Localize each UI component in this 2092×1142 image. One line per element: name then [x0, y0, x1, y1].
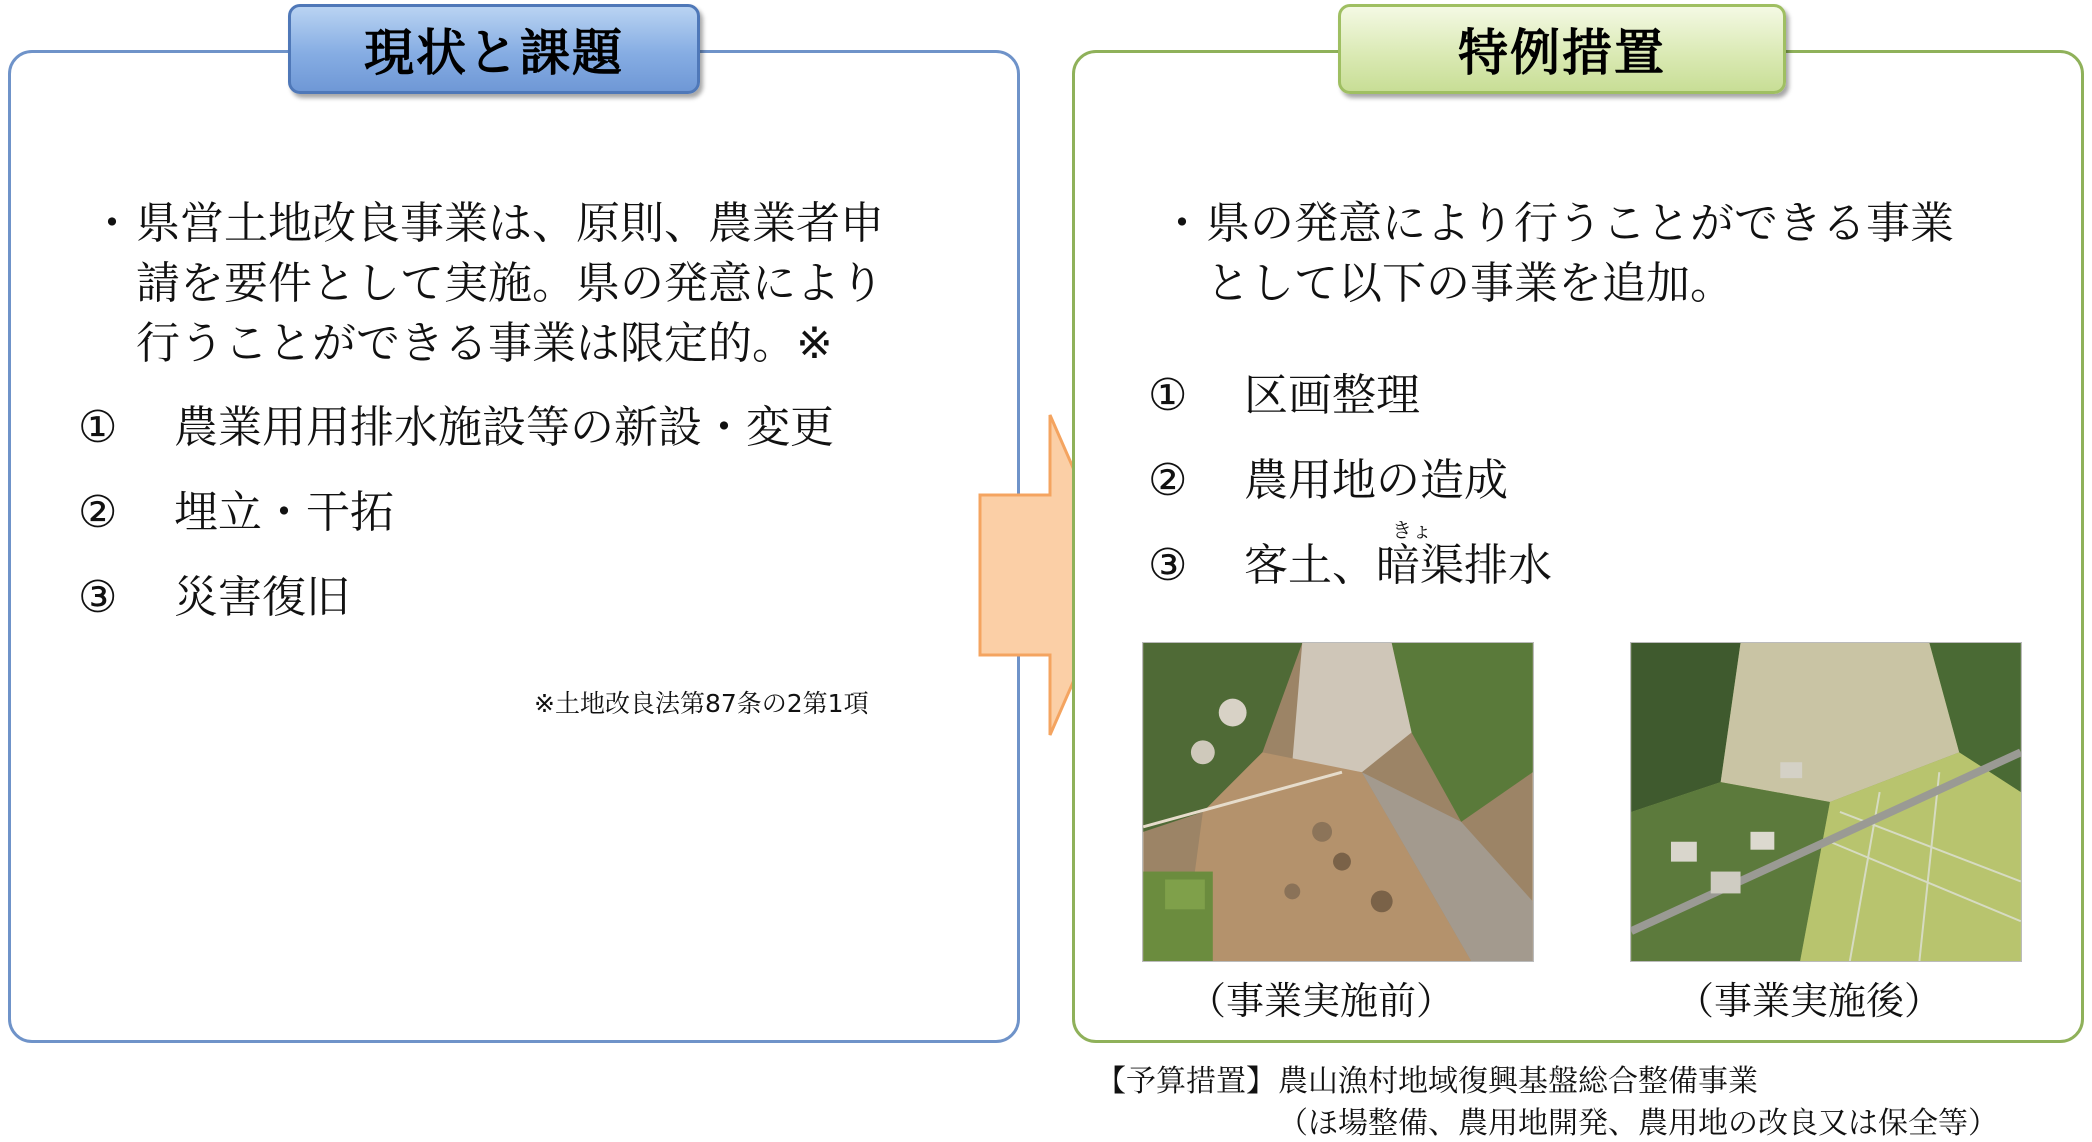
- special-measures-bullet: [1160, 194, 2040, 314]
- budget-program-name: 農山漁村地域復興基盤総合整備事業: [1278, 1064, 1758, 1099]
- measure-item-1: [1148, 366, 1420, 426]
- bullet-dot: ・: [1160, 198, 1204, 249]
- item-text: 区画整理: [1244, 370, 1420, 421]
- measure-item-2: [1148, 451, 1508, 511]
- item-number: ③: [78, 572, 118, 623]
- special-measures-title: 特例措置: [1338, 4, 1786, 94]
- item-number: ②: [78, 487, 118, 538]
- item-text: 埋立・干拓: [174, 487, 394, 538]
- before-photo-caption: （事業実施前）: [1188, 979, 1455, 1023]
- bullet-dot: ・: [90, 198, 134, 249]
- item-number: ①: [1148, 370, 1188, 421]
- special-measures-bullet-text: 県の発意により行うことができる事業 として以下の事業を追加。: [1206, 198, 1954, 309]
- measure-item-3: [1148, 518, 1552, 596]
- after-project-photo: [1630, 642, 2022, 962]
- budget-program-detail: （ほ場整備、農用地開発、農用地の改良又は保全等）: [1278, 1106, 1998, 1141]
- before-project-photo: [1142, 642, 1534, 962]
- item-text: 農業用用排水施設等の新設・変更: [174, 402, 834, 453]
- legal-footnote: ※土地改良法第87条の2第1項: [534, 689, 869, 718]
- item-text: [1244, 518, 1552, 596]
- current-item-3: [78, 568, 350, 628]
- item-number: ①: [78, 402, 118, 453]
- current-item-1: [78, 398, 834, 458]
- ruby-annotation: きょ: [1392, 518, 1432, 542]
- item-text: 農用地の造成: [1244, 455, 1508, 506]
- current-situation-bullet: [90, 194, 970, 374]
- item-number: ②: [1148, 455, 1188, 506]
- item-number: ③: [1148, 540, 1188, 591]
- budget-label: 【予算措置】: [1096, 1064, 1276, 1099]
- current-item-2: [78, 483, 394, 543]
- current-situation-bullet-text: 県営土地改良事業は、原則、農業者申 請を要件として実施。県の発意により 行うことができる事業は限定的。※: [136, 198, 884, 369]
- current-situation-title: 現状と課題: [288, 4, 700, 94]
- item-text: 災害復旧: [174, 572, 350, 623]
- after-photo-caption: （事業実施後）: [1676, 979, 1943, 1023]
- item-text-main: 客土、暗渠排水: [1244, 540, 1552, 591]
